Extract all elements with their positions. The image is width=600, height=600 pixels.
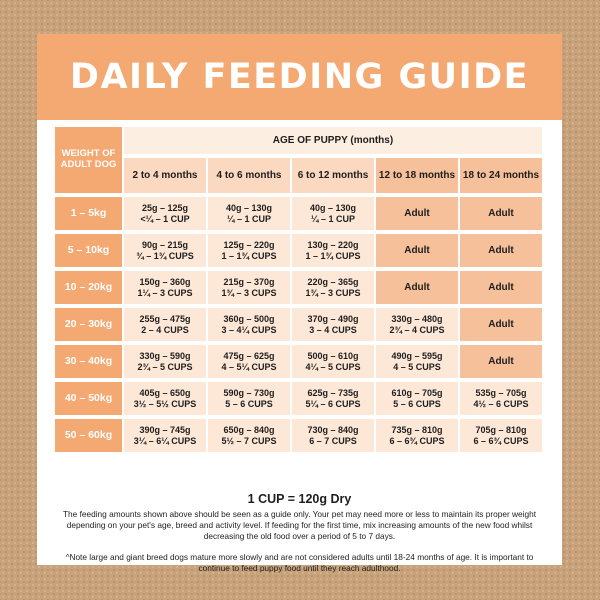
- weight-row-header: 40 – 50kg: [55, 382, 122, 415]
- cups-amount: 3 – 4¼ CUPS: [221, 324, 277, 335]
- adult-cell: Adult: [376, 197, 458, 230]
- cups-amount: 6 – 6¾ CUPS: [473, 435, 529, 446]
- cups-amount: 3 – 4 CUPS: [309, 324, 357, 335]
- age-column-header: 12 to 18 months: [376, 158, 458, 193]
- cups-amount: <¼ – 1 CUP: [140, 213, 190, 224]
- adult-cell: Adult: [460, 345, 542, 378]
- feeding-amount-cell: [292, 419, 374, 452]
- cups-amount: 3¼ – 6¼ CUPS: [133, 435, 197, 446]
- maturity-note: ^Note large and giant breed dogs mature more slowly and are not considered adults until 18-24 months of age. It is important to continue to feed puppy food until they reach adulthood.: [65, 552, 534, 573]
- feeding-amount-cell: [376, 345, 458, 378]
- cups-amount: 2¾ – 5 CUPS: [137, 361, 193, 372]
- feeding-disclaimer: The feeding amounts shown above should be seen as a guide only. Your pet may need more or less to maintain its proper weight depending on your pet's age, breed and activity level. If feeding for the first time, mix increasing amounts of the new food whilst decreasing the old food over a period of 5 to 7 days.: [62, 509, 537, 541]
- feeding-amount-cell: [208, 419, 290, 452]
- cups-amount: 5 – 6 CUPS: [225, 398, 273, 409]
- cups-amount: 4 – 5 CUPS: [393, 361, 441, 372]
- grams-amount: 405g – 650g: [139, 388, 191, 399]
- grams-amount: 650g – 840g: [223, 425, 275, 436]
- feeding-amount-cell: [460, 382, 542, 415]
- cups-amount: 5¼ – 6 CUPS: [305, 398, 361, 409]
- adult-cell: Adult: [376, 234, 458, 267]
- feeding-amount-cell: [124, 419, 206, 452]
- feeding-amount-cell: [376, 419, 458, 452]
- grams-amount: 490g – 595g: [391, 351, 443, 362]
- grams-amount: 500g – 610g: [307, 351, 359, 362]
- adult-cell: Adult: [460, 271, 542, 304]
- grams-amount: 215g – 370g: [223, 277, 275, 288]
- cups-amount: ¼ – 1 CUP: [310, 213, 356, 224]
- grams-amount: 130g – 220g: [307, 240, 359, 251]
- weight-row-header: 10 – 20kg: [55, 271, 122, 304]
- grams-amount: 40g – 130g: [225, 203, 273, 214]
- cups-amount: 1¾ – 3 CUPS: [221, 287, 277, 298]
- feeding-amount-cell: [208, 271, 290, 304]
- grams-amount: 40g – 130g: [309, 203, 357, 214]
- grams-amount: 390g – 745g: [139, 425, 191, 436]
- cups-amount: 2 – 4 CUPS: [141, 324, 189, 335]
- grams-amount: 730g – 840g: [307, 425, 359, 436]
- feeding-amount-cell: [208, 234, 290, 267]
- feeding-amount-cell: [124, 382, 206, 415]
- grams-amount: 90g – 215g: [141, 240, 189, 251]
- feeding-guide-card: [37, 34, 562, 573]
- feeding-amount-cell: [292, 234, 374, 267]
- cups-amount: 6 – 6¾ CUPS: [389, 435, 445, 446]
- grams-amount: 370g – 490g: [307, 314, 359, 325]
- title-banner: [37, 34, 562, 120]
- feeding-amount-cell: [292, 271, 374, 304]
- cups-amount: 3½ – 5½ CUPS: [133, 398, 197, 409]
- age-column-header: 4 to 6 months: [208, 158, 290, 193]
- grams-amount: 255g – 475g: [139, 314, 191, 325]
- cups-amount: 2¾ – 4 CUPS: [389, 324, 445, 335]
- cups-amount: 5 – 6 CUPS: [393, 398, 441, 409]
- feeding-amount-cell: [208, 345, 290, 378]
- adult-cell: Adult: [460, 197, 542, 230]
- feeding-amount-cell: [124, 308, 206, 341]
- grams-amount: 535g – 705g: [475, 388, 527, 399]
- cups-amount: 4½ – 6 CUPS: [473, 398, 529, 409]
- weight-row-header: 20 – 30kg: [55, 308, 122, 341]
- feeding-amount-cell: [208, 197, 290, 230]
- cups-amount: 1 – 1¾ CUPS: [305, 250, 361, 261]
- cups-amount: 6 – 7 CUPS: [309, 435, 357, 446]
- cups-amount: ¼ – 1 CUP: [226, 213, 272, 224]
- grams-amount: 125g – 220g: [223, 240, 275, 251]
- cups-amount: 4 – 5¼ CUPS: [221, 361, 277, 372]
- weight-row-header: 50 – 60kg: [55, 419, 122, 452]
- grams-amount: 330g – 590g: [139, 351, 191, 362]
- feeding-amount-cell: [376, 382, 458, 415]
- adult-cell: Adult: [376, 271, 458, 304]
- adult-cell: Adult: [460, 308, 542, 341]
- grams-amount: 705g – 810g: [475, 425, 527, 436]
- cups-amount: 1¼ – 3 CUPS: [137, 287, 193, 298]
- feeding-table: [55, 127, 546, 481]
- grams-amount: 610g – 705g: [391, 388, 443, 399]
- cups-amount: 1 – 1¾ CUPS: [221, 250, 277, 261]
- grams-amount: 330g – 480g: [391, 314, 443, 325]
- age-group-header: AGE OF PUPPY (months): [124, 127, 542, 154]
- cups-amount: 1¾ – 3 CUPS: [305, 287, 361, 298]
- feeding-amount-cell: [208, 308, 290, 341]
- age-column-header: 18 to 24 months: [460, 158, 542, 193]
- age-column-header: 2 to 4 months: [124, 158, 206, 193]
- feeding-amount-cell: [292, 382, 374, 415]
- adult-cell: Adult: [460, 234, 542, 267]
- feeding-amount-cell: [292, 308, 374, 341]
- feeding-amount-cell: [208, 382, 290, 415]
- feeding-amount-cell: [124, 234, 206, 267]
- feeding-amount-cell: [460, 419, 542, 452]
- feeding-amount-cell: [292, 197, 374, 230]
- grams-amount: 360g – 500g: [223, 314, 275, 325]
- feeding-amount-cell: [124, 345, 206, 378]
- cup-conversion: 1 CUP = 120g Dry: [247, 492, 352, 506]
- feeding-amount-cell: [292, 345, 374, 378]
- weight-row-header: 30 – 40kg: [55, 345, 122, 378]
- feeding-amount-cell: [124, 197, 206, 230]
- weight-row-header: 5 – 10kg: [55, 234, 122, 267]
- cups-amount: 4¼ – 5 CUPS: [305, 361, 361, 372]
- grams-amount: 475g – 625g: [223, 351, 275, 362]
- feeding-amount-cell: [124, 271, 206, 304]
- age-column-header: 6 to 12 months: [292, 158, 374, 193]
- grams-amount: 590g – 730g: [223, 388, 275, 399]
- cups-amount: ¾ – 1¾ CUPS: [136, 250, 194, 261]
- weight-column-header: WEIGHT OF ADULT DOG: [55, 127, 122, 193]
- weight-row-header: 1 – 5kg: [55, 197, 122, 230]
- grams-amount: 735g – 810g: [391, 425, 443, 436]
- grams-amount: 625g – 735g: [307, 388, 359, 399]
- grams-amount: 220g – 365g: [307, 277, 359, 288]
- feeding-amount-cell: [376, 308, 458, 341]
- cups-amount: 5½ – 7 CUPS: [221, 435, 277, 446]
- grams-amount: 25g – 125g: [141, 203, 189, 214]
- grams-amount: 150g – 360g: [139, 277, 191, 288]
- page-title: DAILY FEEDING GUIDE: [69, 57, 530, 97]
